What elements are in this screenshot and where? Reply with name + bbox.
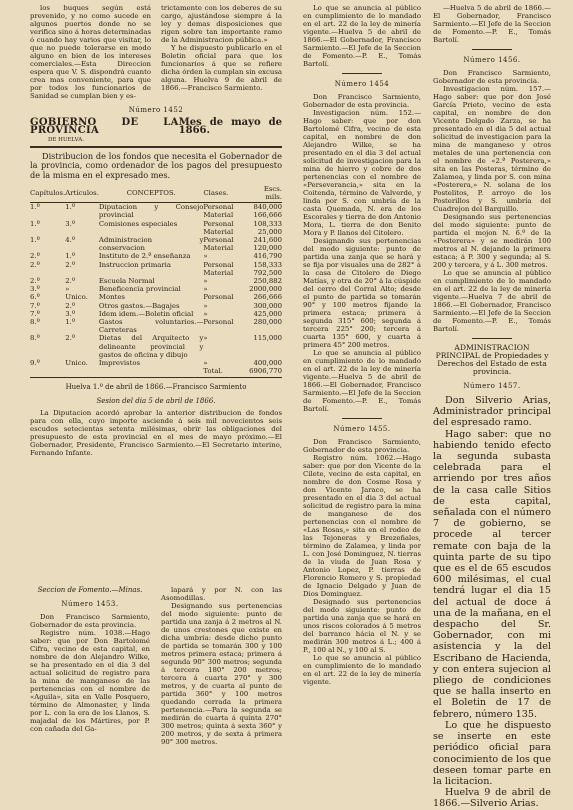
col-header: Clases.	[203, 184, 249, 203]
paragraph: Lo que he dispuesto se inserte en este periódico oficial para conocimiento de los que deseen tomar parte en la licitacion.	[433, 719, 551, 787]
paragraph: Lo que se anuncia al público en cumplimiento de lo mandado en el art. 22 de la ley de minería vigente.—Huelva 5 de abril de 1866.—El Gobernador, Francisco Sarmiento.—El Jefe de la Seccion de Fomento.—P. E., Tomás Bartolí.	[303, 349, 421, 413]
cell-class: Personal Material	[203, 260, 234, 277]
paragraph: —Huelva 5 de abril de 1866.—El Gobernador, Francisco Sarmiento.—El Jefe de la Seccion de Fomento.—P. E., Tomás Bartolí.	[433, 4, 551, 44]
paragraph: trictamente con los deberes de su cargo, ajustándose siempre á la ley y demas disposiciones que rigen sobre tan importante ramo de la Administracion pública.»	[161, 4, 282, 44]
cell-concept: Imprevistos	[98, 359, 141, 368]
cell-article: 3.º	[65, 219, 76, 228]
cell-article: Unico.	[65, 293, 88, 302]
paragraph: Registro núm. 1062.—Hago saber: que por don Vicente de la Cilete, vecino de esta capital, en nombre de don Cosme Rosa y don Vicente Jaraco, se ha presentado en el dia 3 del actual solicitud de registro para la mina de manganeso de dos pertenencias con el nombre de «Las Rosas,» sita en el rodeo de las Tejoneras y Brezeñales, término de Zalamea, y linda por L. con José Dominguez, N. tierras de la viuda de Juan Rosa y Antonio Lopez, P. tierras de Florencio Romero y S. propiedad de Ignacio Delgado y Juan de Dios Dominguez.	[303, 454, 421, 598]
col-header: CONCEPTOS.	[99, 184, 203, 203]
paragraph: Huelva 9 de abril de 1866.—Silverio Arias.	[433, 787, 551, 810]
cell-concept: Gastos voluntarios.—Carreteras	[98, 318, 204, 335]
cell-amount: 108,333 25,000	[253, 219, 282, 236]
divider	[342, 73, 382, 74]
cell-article: 2.º	[65, 301, 76, 310]
paragraph: Don Francisco Sarmiento, Gobernador de esta provincia.	[303, 438, 421, 454]
table-row	[30, 359, 282, 367]
divider	[30, 377, 282, 378]
cell-class: »	[203, 301, 208, 310]
divider	[472, 49, 512, 50]
cell-article: 4.º	[65, 236, 76, 245]
table-row	[30, 293, 282, 301]
cell-article: 3.º	[65, 309, 76, 318]
notice-number: Número 1454	[334, 80, 390, 88]
cell-empty	[65, 367, 99, 375]
cell-amount: 425,000	[253, 309, 282, 318]
cell-chapter: 3.º	[30, 285, 40, 294]
cell-concept: Comisiones especiales	[98, 219, 178, 228]
cell-class: Personal Material	[203, 219, 234, 236]
section-title: GOBIERNO DE LA PROVINCIA	[30, 117, 179, 136]
cell-concept: Escuela Normal	[98, 277, 155, 286]
cell-class: »	[203, 334, 208, 343]
cell-class: »	[203, 252, 208, 261]
cell-article: 1.º	[65, 203, 76, 212]
cell-article: Unico.	[65, 359, 88, 368]
table-row	[30, 310, 282, 318]
cell-class: »	[203, 277, 208, 286]
paragraph: Investigacion núm. 152.—Hago saber: que por don Bartolomé Cifra, vecino de esta capital, en nombre de don Alejandro Wilke, se ha presentado en el dia 3 del actual solicitud de investigacion para la mina de hierro y cobre de dos pertenencias con el nombre de «Perseverancia,» sita en la Coitenda, término de Valverde, y linda por S. con umbría de la casta Quemada, N. era de los Escorales y tierra de don Antonio Mora, L. tierra de don Benito Mora y P. llanos del Citolero.	[303, 109, 421, 237]
col-header: Capítulos.	[30, 184, 65, 203]
notice-number: Número 1456.	[463, 56, 521, 64]
cell-chapter: 1.º	[30, 236, 40, 245]
notice-body	[303, 93, 421, 413]
section-title: Seccion de Fomento.—Minas.	[37, 586, 143, 594]
cell-chapter: 7.º	[30, 309, 40, 318]
divider	[472, 338, 512, 339]
cell-class: Personal	[203, 318, 234, 327]
section-header	[30, 119, 282, 144]
paragraph: Don Francisco Sarmiento, Gobernador de esta provincia.	[433, 69, 551, 85]
notice-body	[161, 586, 282, 746]
paragraph: Investigacion núm. 157.—Hago saber: que por don José García Prieto, vecino de esta capital, en nombre de don Vicente Delgado Zarza, se ha presentado en el dia 5 del actual solicitud de investigacion para la mina de manganeso y otros metales de una pertenencia con el nombre de «2.ª Posterera,» sita en las Posteras, término de Zalamea, y linda por S. con mina «Posterera,» N. solana de los Postelitos, P. arroyo de los Posterillos y S. umbría del Cuadrejon del Barquillo.	[433, 85, 551, 213]
admin-header: ADMINISTRACION PRINCIPAL de Propiedades y Derechos del Estado de esta provincia.	[435, 343, 549, 376]
cell-amount: 115,000	[253, 334, 282, 343]
budget-table	[30, 184, 282, 375]
notice-body-large	[433, 395, 551, 810]
table-row	[30, 277, 282, 285]
cell-amount: 158,333 792,500	[253, 260, 282, 277]
signature-line: Huelva 1.º de abril de 1866.—Francisco Sarmiento	[65, 383, 247, 392]
cell-amount: 2000,000	[249, 285, 282, 294]
cell-class: Personal Material	[203, 236, 234, 253]
divider	[30, 146, 282, 148]
cell-empty	[99, 367, 203, 375]
paragraph: La Diputacion acordó aprobar la anterior distribucion de fondos para con ella, cuyo importe asciende á seis mil novecientos seis escudos setecientas setenta milésimas, obrir las obligaciones del presupuesto de esta provincial en el mes de mayo próximo.—El Gobernador, Presidente, Francisco Sarmiento.—El Secretario interino, Fernando Infante.	[30, 409, 282, 458]
cell-concept: Instituto de 2.ª enseñanza	[98, 252, 191, 261]
paragraph: Lo que se anuncia al público en cumplimiento de lo mandado en el art. 22 de la ley de minería vigente.—Huelva 5 de abril de 1866.—El Gobernador, Francisco Sarmiento.—El Jefe de la Seccion de Fomento.—P. E., Tomás Bartolí.	[303, 4, 421, 68]
cell-concept: Montes	[98, 293, 125, 302]
intro-text: Distribucion de los fondos que necesita el Gobernador de la provincia, como ordenador de los pagos del presupuesto de la misma en el expresado mes.	[30, 151, 282, 180]
paragraph: lapará y por N. con las Asomodillas.	[161, 586, 282, 602]
cell-chapter: 8.º	[30, 318, 40, 327]
cell-chapter: 6.º	[30, 293, 40, 302]
cell-article: 1.º	[65, 318, 76, 327]
paragraph: Don Francisco Sarmiento, Gobernador de esta provincia.	[30, 613, 150, 629]
table-row	[30, 318, 282, 334]
paragraph: Designando sus pertenencias del modo siguiente: punto de partida una zanja que se hará y se fija por visuales una de 282° á la casa de Citolero de Diego Matías, y otra de 20° á la cúspide del cerro del Corral Alto; desde el punto de partida se tomarán 90° y 100 metros fijando la primera estaca; primera á segunda 315° 600; segunda á tercera 225° 200; tercera á cuarta 135° 600, y cuarta á primera 45° 200 metros.	[303, 237, 421, 349]
col-header: Escs. mils.	[249, 184, 282, 203]
column-fomento-b	[161, 586, 282, 746]
paragraph: Registro núm. 1038.—Hago saber: que por Don Bartolomé Cifra, vecino de esta capital, en nombre de don Alejandro Wilke, se ha presentado en el dia 3 del actual solicitud de registro para la mina de manganeso de las pertenencias con el nombre de «Aguila», sita en Valle Posquero, término de Almonaster, y linda por L. con la era de los Llanos, S. majadal de los Mártires, por P. con cañada del Ga-	[30, 629, 150, 733]
paragraph: Y he dispuesto publicarlo en el Boletin oficial para que los funcionarios á que se refiere dicha órden la cumplan sin excusa alguna. Huelva 9 de abril de 1866.—Francisco Sarmiento.	[161, 44, 282, 92]
cell-class: »	[203, 285, 208, 294]
cell-amount: 400,000	[253, 359, 282, 368]
cell-article: 2.º	[65, 277, 76, 286]
notice-number: Número 1457.	[463, 382, 521, 390]
notice-number: Número 1452	[128, 106, 184, 114]
divider	[342, 418, 382, 419]
cell-chapter: 2.º	[30, 260, 40, 269]
table-row	[30, 220, 282, 236]
cell-amount: 266,666	[253, 293, 282, 302]
paragraph: Don Francisco Sarmiento, Gobernador de esta provincia.	[303, 93, 421, 109]
table-row	[30, 203, 282, 220]
notice-body	[433, 69, 551, 333]
section-subtitle: DE HUELVA.	[48, 137, 84, 143]
total-label: Total.	[203, 367, 223, 376]
column-left	[30, 4, 282, 457]
column-fomento-a	[30, 586, 150, 733]
total-row	[30, 367, 282, 375]
cell-article: 2.º	[65, 260, 76, 269]
cell-concept: Instruccion primaria	[98, 260, 171, 269]
cell-class: Personal Material	[203, 203, 234, 220]
table-row	[30, 261, 282, 277]
cell-amount: 250,882	[253, 277, 282, 286]
paragraph: Designado sus pertenencias del modo siguiente: punto de partida una zanja que se hará en unos riscos colorados á 5 metros del barranco hácia el N. y se medirán 300 metros á L.; 400 á P., 100 al N., y 100 al S.	[303, 598, 421, 654]
paragraph: Designando sus pertenencias del modo siguiente: punto de partida una zanja á 2 metros al N. de unos crestones que existe en dicha umbría: desde dicho punto de partida se tomarán 300 y 100 metros primera estaca; primera á segunda 90° 300 metros; segunda á tercera 180° 200 metros; tercera á cuarta 270° y 300 metros, y de cuarta al punto de partida 360° y 100 metros quedando cerrada la primera pertenencia.—Para la segunda se medirán de cuarta á quinta 270° 300 metros; quinta á sexta 360° y 200 metros, y de sexta á primera 90° 300 metros.	[161, 602, 282, 746]
cell-concept: Beneficencia provincial	[98, 285, 181, 294]
notice-body	[303, 438, 421, 686]
notice-number: Número 1455.	[333, 425, 391, 433]
cell-concept: Administracion y conservacion	[98, 236, 204, 253]
table-row	[30, 252, 282, 260]
total-amount: 6906,770	[249, 367, 282, 376]
cell-chapter: 8.º	[30, 334, 40, 343]
notice-body	[30, 613, 150, 733]
cell-amount: 416,790	[253, 252, 282, 261]
table-row	[30, 302, 282, 310]
session-line: Sesion del dia 5 de abril de 1866.	[96, 397, 216, 406]
paragraph: Lo que se anuncia al público en cumplimiento de lo mandado en el art. 22 de la ley de minería vigente.	[303, 654, 421, 686]
cell-concept: Otros gastos.—Bagajes	[98, 301, 180, 310]
paragraph: los buques según está prevenido, y no como sucede en algunos puertos donde no se verifica sino á horas determinadas ó cuando hay varios que visitar, lo que no puede tolerarse en modo alguno en bien de los intereses comerciales.—Esta Direccion espera que V. S. dispondrá cuanto crea mas conveniente, para que por todos los funcionarios de Sanidad se cumplan bien y es-	[30, 4, 151, 100]
cell-amount: 241,600 120,000	[253, 236, 282, 253]
paragraph: Hago saber: que no habiendo tenido efecto la segunda subasta celebrada para el arriendo por tres años de la casa calle Sitios de esta capital, señalada con el número 7 de gobierno, se procede al tercer remate con baja de la quinta parte de su tipo que es el de 65 escudos 600 milésimas, el cual tendrá lugar el dia 15 del actual de doce á una de la mañana, en el despacho del Sr. Gobernador, con mi asistencia y la del Escribano de Hacienda, y con entera sujecion al pliego de condiciones que se halla inserto en el Boletin de 17 de febrero, número 135.	[433, 428, 551, 720]
cell-chapter: 7.º	[30, 301, 40, 310]
col-header: Artículos.	[65, 184, 99, 203]
cell-article: 1.º	[65, 252, 76, 261]
paragraph: Lo que se anuncia al público en cumplimiento de lo mandado en el art. 22 de la ley de minería vigente.—Huelva 7 de abril de 1866.—El Gobernador, Francisco Sarmiento.—El Jefe de la Seccion de Fomento.—P. E., Tomás Bartolí.	[433, 269, 551, 333]
cell-concept: Diputacion y Consejo provincial	[98, 203, 204, 220]
cell-article: 2.º	[65, 334, 76, 343]
cell-empty	[30, 367, 65, 375]
cell-amount: 840,000 166,666	[253, 203, 282, 220]
paragraph: Designando sus pertenencias del modo siguiente: punto de partida el mojon N. 6.º de la «Posterera» y se medirán 100 metros al N. dejando la primera estaca; á P. 300 y segunda; al S. 200 y tercera, y á L. 300 metros.	[433, 213, 551, 269]
table-row	[30, 334, 282, 359]
table-row	[30, 285, 282, 293]
notice-number: Número 1453.	[61, 600, 119, 608]
cell-concept: Idem idem.—Boletin oficial	[98, 309, 194, 318]
cell-chapter: 1.º	[30, 219, 40, 228]
month-title: Mes de mayo de 1866.	[178, 117, 282, 136]
cell-concept: Dietas del Arquitecto y delineante provincial y gastos de oficina y dibujo	[98, 334, 204, 359]
cell-class: »	[203, 359, 208, 368]
column-right	[433, 4, 551, 810]
cell-article: »	[65, 285, 70, 294]
paragraph: Don Silverio Arias, Administrador principal del espresado ramo.	[433, 395, 551, 429]
cell-class: »	[203, 309, 208, 318]
cell-chapter: 9.º	[30, 359, 40, 368]
cell-class: Personal	[203, 293, 234, 302]
cell-amount: 300,000	[253, 301, 282, 310]
cell-chapter: 2.º	[30, 252, 40, 261]
cell-chapter: 1.º	[30, 203, 40, 212]
cell-amount: 280,000	[253, 318, 282, 327]
table-row	[30, 236, 282, 252]
column-middle	[303, 4, 421, 686]
table-header-row	[30, 184, 282, 203]
cell-chapter: 2.º	[30, 277, 40, 286]
